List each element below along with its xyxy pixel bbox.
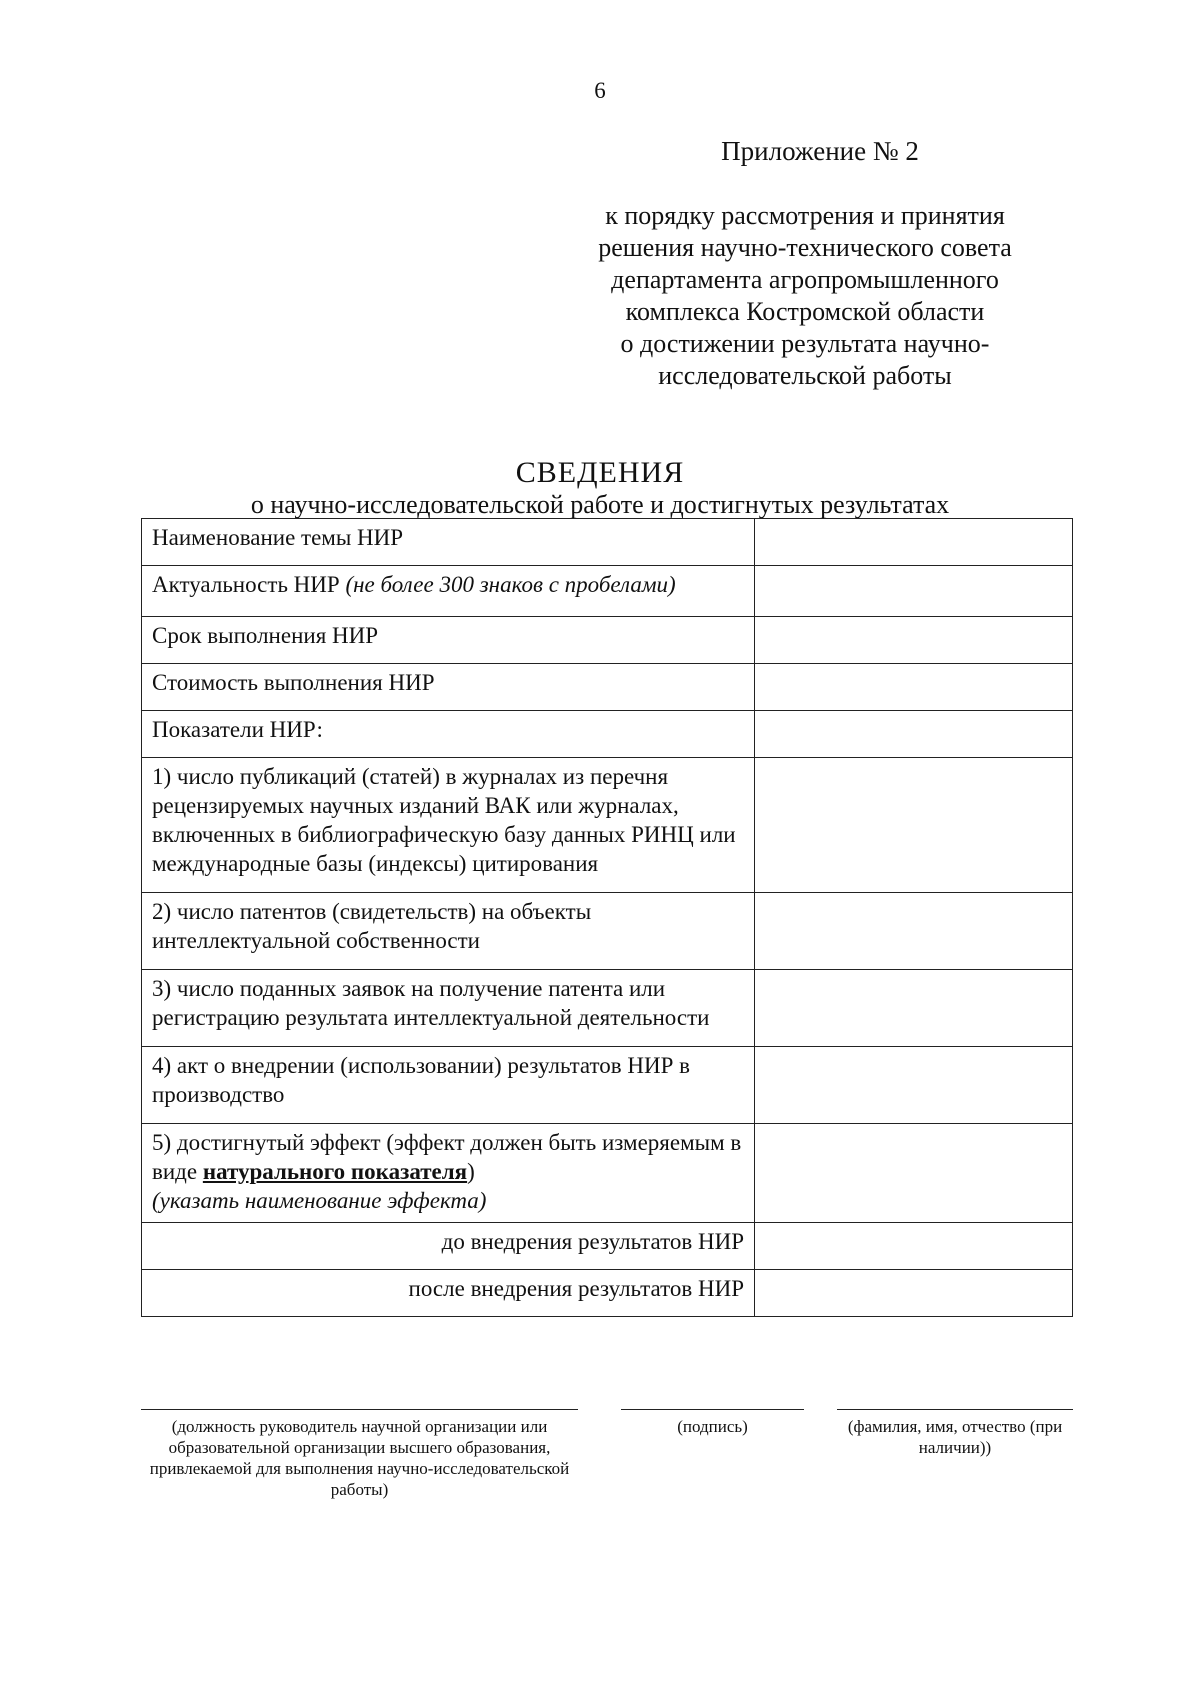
- effect-emphasis: натурального показателя: [202, 1159, 468, 1184]
- table-row: [142, 711, 1073, 758]
- row-label-applications: 3) число поданных заявок на получение патента или регистрацию результата интеллектуальной деятельности: [142, 970, 755, 1047]
- nir-form-table: [141, 518, 1073, 1317]
- row-label-effect: [142, 1124, 755, 1223]
- value-cell-publications[interactable]: [755, 758, 1073, 893]
- row-label-term: Срок выполнения НИР: [142, 617, 755, 664]
- effect-note: (указать наименование эффекта): [152, 1188, 487, 1213]
- value-cell-indicators[interactable]: [755, 711, 1073, 758]
- value-cell-cost[interactable]: [755, 664, 1073, 711]
- relevance-label: Актуальность НИР: [152, 572, 340, 597]
- table-row: [142, 1047, 1073, 1124]
- value-cell-term[interactable]: [755, 617, 1073, 664]
- document-title: СВЕДЕНИЯ: [515, 456, 685, 489]
- appendix-line: к порядку рассмотрения и принятия: [605, 201, 1005, 230]
- position-signature-line[interactable]: [141, 1409, 578, 1410]
- table-row: [142, 1270, 1073, 1317]
- row-label-topic: Наименование темы НИР: [142, 519, 755, 566]
- position-caption: (должность руководитель научной организации или образовательной организации высшего образования, привлекаемой для выполнения научно-исследовательской работы): [149, 1417, 570, 1499]
- table-row: [142, 1124, 1073, 1223]
- row-label-relevance: [142, 566, 755, 617]
- value-cell-implementation[interactable]: [755, 1047, 1073, 1124]
- appendix-description: [570, 200, 1040, 392]
- signature-line[interactable]: [621, 1409, 804, 1410]
- appendix-line: решения научно-технического совета: [598, 233, 1012, 262]
- row-label-publications: 1) число публикаций (статей) в журналах из перечня рецензируемых научных изданий ВАК или журналах, включенных в библиографическую базу данных РИНЦ или международные базы (индексы) цитирования: [142, 758, 755, 893]
- value-cell-relevance[interactable]: [755, 566, 1073, 617]
- signature-caption: (подпись): [677, 1417, 748, 1436]
- row-label-before: до внедрения результатов НИР: [142, 1223, 755, 1270]
- row-label-patents: 2) число патентов (свидетельств) на объекты интеллектуальной собственности: [142, 893, 755, 970]
- value-cell-before[interactable]: [755, 1223, 1073, 1270]
- document-subtitle: о научно-исследовательской работе и достигнутых результатах: [250, 490, 950, 519]
- appendix-line: о достижении результата научно-: [620, 329, 990, 358]
- table-row: [142, 1223, 1073, 1270]
- appendix-line: комплекса Костромской области: [625, 297, 985, 326]
- relevance-note: (не более 300 знаков с пробелами): [345, 572, 676, 597]
- value-cell-applications[interactable]: [755, 970, 1073, 1047]
- row-label-after: после внедрения результатов НИР: [142, 1270, 755, 1317]
- table-row: [142, 617, 1073, 664]
- appendix-title: Приложение № 2: [721, 136, 919, 166]
- value-cell-patents[interactable]: [755, 893, 1073, 970]
- value-cell-after[interactable]: [755, 1270, 1073, 1317]
- name-caption: (фамилия, имя, отчество (при наличии)): [847, 1417, 1063, 1457]
- effect-close: ): [467, 1159, 475, 1184]
- effect-text: 5) достигнутый эффект (эффект должен быть измеряемым в виде: [152, 1130, 742, 1184]
- value-cell-topic[interactable]: [755, 519, 1073, 566]
- page-number: 6: [594, 78, 606, 103]
- appendix-line: департамента агропромышленного: [611, 265, 999, 294]
- row-label-cost: Стоимость выполнения НИР: [142, 664, 755, 711]
- table-row: [142, 970, 1073, 1047]
- table-row: [142, 664, 1073, 711]
- table-row: [142, 519, 1073, 566]
- table-row: [142, 566, 1073, 617]
- row-label-indicators: Показатели НИР:: [142, 711, 755, 758]
- appendix-line: исследовательской работы: [658, 361, 952, 390]
- table-row: [142, 758, 1073, 893]
- row-label-implementation: 4) акт о внедрении (использовании) результатов НИР в производство: [142, 1047, 755, 1124]
- value-cell-effect[interactable]: [755, 1124, 1073, 1223]
- table-row: [142, 893, 1073, 970]
- name-signature-line[interactable]: [837, 1409, 1073, 1410]
